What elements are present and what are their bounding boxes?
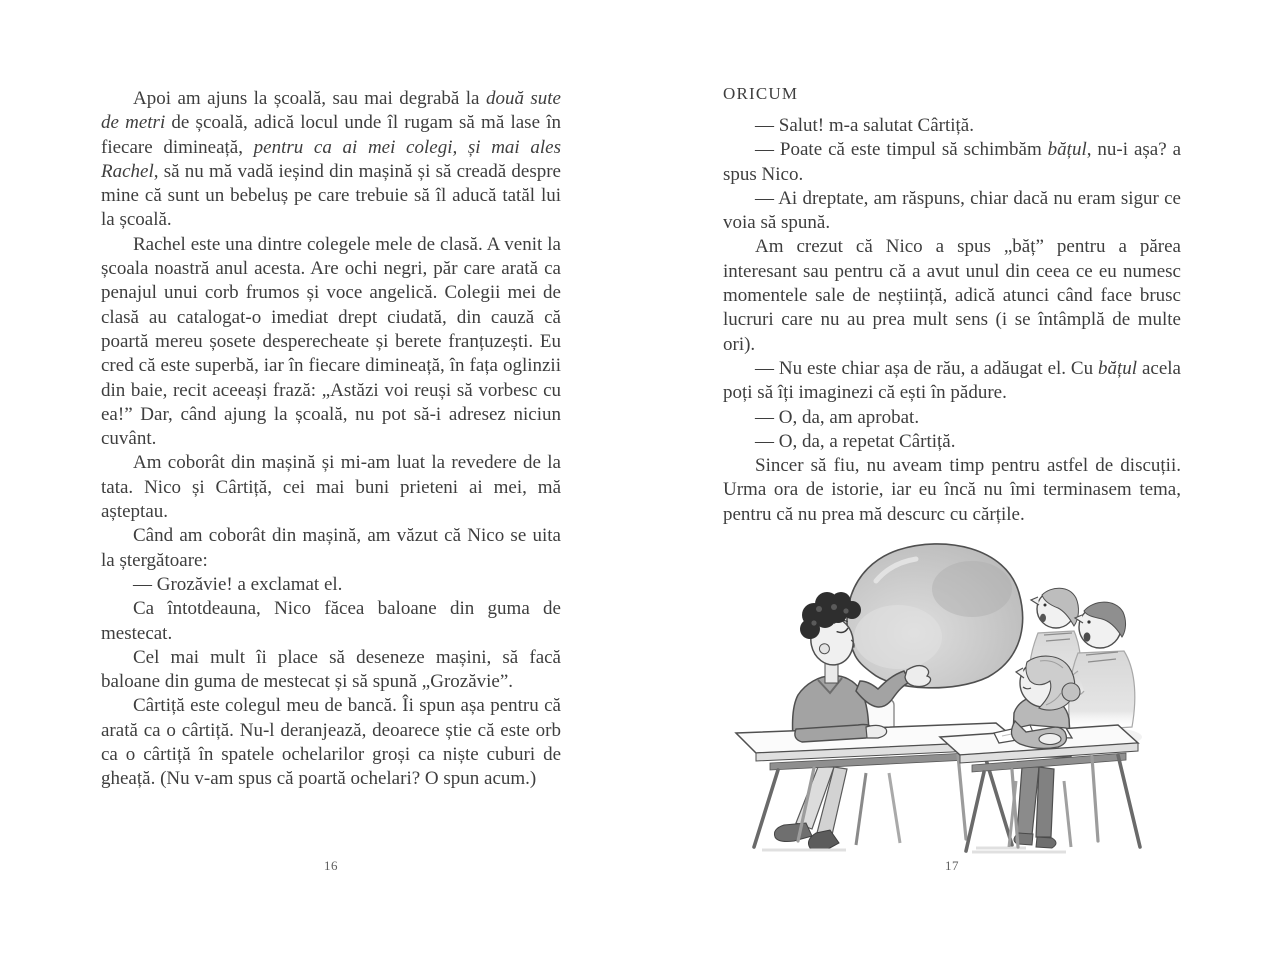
chapter-header: ORICUM: [723, 84, 799, 103]
boy-hand: [866, 725, 887, 738]
paragraph: Cel mai mult îi place să deseneze mașini, să facă baloane din guma de mestecat și să spună „Grozăvie”.: [101, 646, 561, 693]
paragraph: Rachel este una dintre colegele mele de clasă. A venit la școala noastră anul acesta. Are ochi negri, păr care arată ca penajul unui corb frumos și voce angelică. Colegii mei de clasă au catalogat-o imediat drept ciudată, din cauză că poartă mereu șosete desperecheate și berete franțuzești. Eu cred că este superbă, iar în fiecare dimineață, în fața oglinzii din baie, recit aceeași frază: „Astăzi voi reuși să vorbesc cu ea!” Dar, când ajung la școală, nu pot să-i adresez niciun cuvânt.: [101, 233, 561, 450]
paragraph: Apoi am ajuns la școală, sau mai degrabă la două sute de metri de școală, adică locul unde îl rugam să mă lase în fiecare dimineață, pentru ca ai mei colegi, și mai ales Rachel, să nu mă vadă ieșind din mașină și să creadă despre mine că sunt un bebeluș pe care trebuie să îl aducă tatăl lui la școală.: [101, 88, 561, 231]
left-page-text: [101, 87, 561, 792]
paragraph: Când am coborât din mașină, am văzut că Nico se uita la ștergătoare:: [101, 525, 561, 571]
right-page-text: [723, 114, 1181, 527]
girl-hands: [1039, 734, 1061, 745]
paragraph: Cârtiță este colegul meu de bancă. Îi spun așa pentru că arată ca o cârtiță. Nu-l deranjează, deoarece știe că este orb ca o cârtiță în spatele ochelarilor groși ca niște cuburi de gheață. (Nu v-am spus că poartă ochelari? O spun acum.): [101, 695, 561, 790]
bubble-gum-balloon: [847, 544, 1023, 688]
paragraph: — Nu este chiar așa de rău, a adăugat el. Cu bățul acela poți să îți imaginezi că ești în pădure.: [723, 357, 1181, 404]
paragraph: — Poate că este timpul să schimbăm bățul, nu-i așa? a spus Nico.: [723, 139, 1182, 185]
paragraph: — Grozăvie! a exclamat el.: [133, 573, 343, 595]
classroom-illustration-svg: [726, 540, 1178, 860]
paragraph: — O, da, am aprobat.: [755, 406, 920, 428]
paragraph: — Salut! m-a salutat Cârtiță.: [755, 115, 974, 136]
paragraph: — Ai dreptate, am răspuns, chiar dacă nu eram sigur ce voia să spună.: [723, 187, 1181, 234]
paragraph: — O, da, a repetat Cârtiță.: [755, 430, 956, 452]
right-page-text-wrap: [723, 84, 1181, 527]
paragraph: Am coborât din mașină și mi-am luat la revedere de la tata. Nico și Cârtiță, cei mai buni prieteni ai mei, mă așteptau.: [101, 452, 561, 523]
paragraph: Ca întotdeauna, Nico făcea baloane din guma de mestecat.: [101, 598, 561, 644]
paragraph: Sincer să fiu, nu aveam timp pentru astfel de discuții. Urma ora de istorie, iar eu încă nu îmi terminasem tema, pentru că nu prea mă descurc cu cărțile.: [723, 455, 1181, 525]
page-number-right: 17: [945, 858, 959, 873]
paragraph: Am crezut că Nico a spus „băț” pentru a părea interesant sau pentru că a avut unul din ceea ce eu numesc momentele sale de neștiință, adică atunci când face brusc lucruri care nu au prea mult sens (i se întâmplă de multe ori).: [723, 236, 1181, 355]
page-number-left: 16: [324, 858, 338, 873]
classroom-illustration: [726, 540, 1178, 860]
